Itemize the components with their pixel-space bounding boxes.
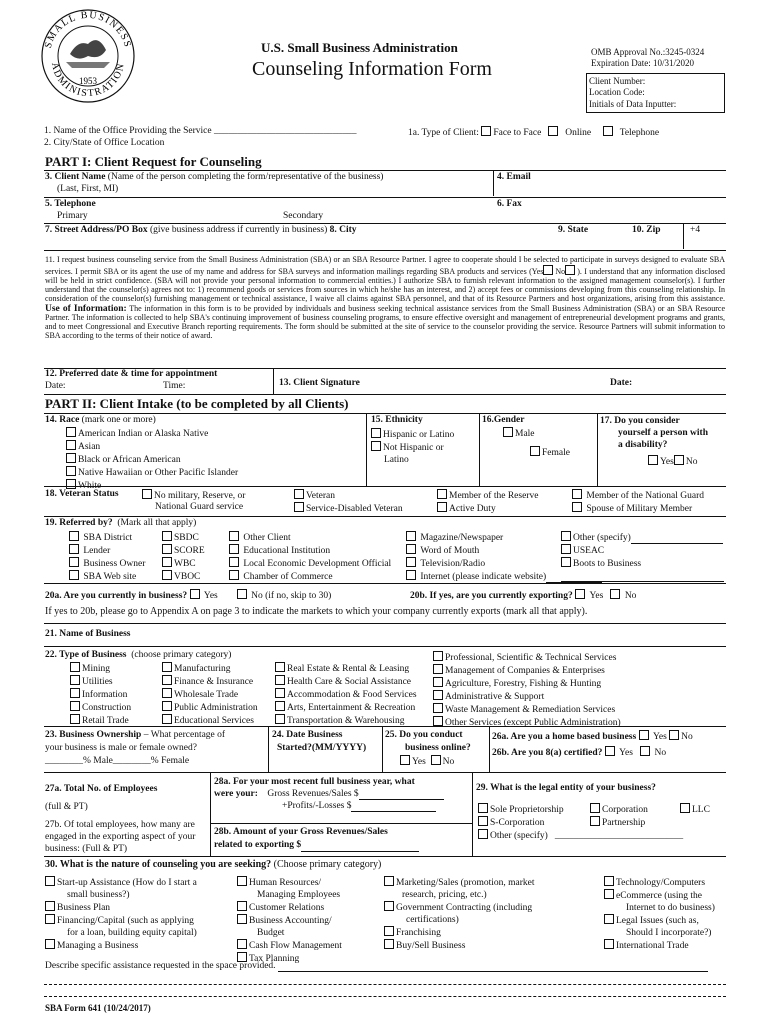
counseling-col4: Technology/Computers eCommerce (using the Internet to do business) Legal Issues (such as, Should I incorporate?) International Trade [604,876,715,952]
ownership-field[interactable]: 23. Business Ownership – What percentage of your business is male or female owned? ________% Male________% Female [45,730,226,766]
omb-info [591,47,704,70]
counseling-checkbox[interactable] [45,914,55,924]
biz-type-checkbox[interactable] [433,703,443,713]
veteran-label: 18. Veteran Status [45,489,119,499]
referral-checkbox[interactable] [69,531,79,541]
not-hispanic-checkbox[interactable] [371,441,381,451]
counseling-checkbox[interactable] [604,889,614,899]
biz-type-checkbox[interactable] [70,701,80,711]
counseling-checkbox[interactable] [604,939,614,949]
referral-checkbox[interactable] [69,544,79,554]
counseling-checkbox[interactable] [237,914,247,924]
client-number-label: Client Number: [589,76,646,86]
reserve-checkbox[interactable] [437,489,447,499]
counseling-col1: Start-up Assistance (How do I start a small business?) Business Plan Financing/Capital (such as applying for a loan, building equity capital) Managing a Business [45,876,197,952]
vet-spouse-option: Spouse of Military Member [572,502,692,515]
referral-checkbox[interactable] [406,557,416,567]
service-disabled-checkbox[interactable] [294,502,304,512]
form-title: Counseling Information Form [252,58,492,80]
biz-type-checkbox[interactable] [162,662,172,672]
revenue-field[interactable]: 28a. For your most recent full business year, what were your: Gross Revenues/Sales $ +Profits/-Losses $ [214,776,444,812]
disability-options: Yes No [648,455,697,468]
8a-certified-field: 26b. Are you 8(a) certified? Yes No [492,748,667,758]
counseling-col2: Human Resources/ Managing Employees Customer Relations Business Accounting/ Budget Cash Flow Management Tax Planning [237,876,342,965]
referral-checkbox[interactable] [162,531,172,541]
biz-type-col2: Manufacturing Finance & Insurance Wholesale Trade Public Administration Educational Services [162,662,258,727]
biz-type-checkbox[interactable] [162,675,172,685]
race-options: American Indian or Alaska Native Asian Black or African American Native Hawaiian or Other Pacific Islander White [66,427,238,492]
exporting-note: If yes to 20b, please go to Appendix A on page 3 to indicate the markets to which your company currently exports (mark all that apply). [45,606,588,617]
office-use-box[interactable] [586,73,725,113]
secondary-label: Secondary [283,211,324,221]
disability-no-checkbox[interactable] [674,455,684,465]
home-no-checkbox[interactable] [669,730,679,740]
referral-checkbox[interactable] [406,544,416,554]
biz-type-checkbox[interactable] [70,688,80,698]
biz-type-checkbox[interactable] [433,690,443,700]
counseling-checkbox[interactable] [45,939,55,949]
disability-label: 17. Do you consider yourself a person with a disability? [600,416,708,450]
partnership-checkbox[interactable] [590,816,600,826]
office-name-field[interactable]: 1. Name of the Office Providing the Service ______________________________ [44,126,357,136]
face-to-face-checkbox[interactable] [481,126,491,136]
appointment-label: 12. Preferred date & time for appointment [45,369,218,379]
online-business-field: 25. Do you conduct business online? Yes No [385,730,471,767]
signature-date[interactable]: Date: [610,378,633,388]
vet-active-option: Active Duty [437,502,496,515]
referral-col5: Other (specify) USEAC Boots to Business [561,531,724,582]
date-started-field[interactable]: 24. Date Business Started?(MM/YYYY) [272,730,367,753]
female-checkbox[interactable] [530,446,540,456]
ethnicity-options: Hispanic or Latino Not Hispanic or Latino [371,428,454,466]
home-based-field: 26a. Are you a home based business Yes No [492,732,693,742]
gender-label: 16.Gender [482,415,525,425]
online-no-checkbox[interactable] [431,755,441,765]
initials-label: Initials of Data Inputter: [589,98,677,109]
online-checkbox[interactable] [548,126,558,136]
disability-yes-checkbox[interactable] [648,455,658,465]
counseling-checkbox[interactable] [384,926,394,936]
telephone-field[interactable]: 5. Telephone [45,199,96,209]
telephone-checkbox[interactable] [603,126,613,136]
counseling-checkbox[interactable] [237,901,247,911]
sole-prop-checkbox[interactable] [478,803,488,813]
agency-title: U.S. Small Business Administration [261,40,458,55]
svg-text:SMALL BUSINESS [43,10,133,50]
llc-checkbox[interactable] [680,803,690,813]
counseling-nature-label: 30. What is the nature of counseling you are seeking? (Choose primary category) [45,859,382,870]
race-checkbox[interactable] [66,427,76,437]
referral-checkbox[interactable] [69,557,79,567]
referral-checkbox[interactable] [229,557,239,567]
counseling-checkbox[interactable] [45,876,55,886]
vet-no-checkbox[interactable] [142,489,152,499]
referral-checkbox[interactable] [406,570,416,580]
referral-other-checkbox[interactable] [561,531,571,541]
biz-type-col4: Professional, Scientific & Technical Services Management of Companies & Enterprises Agriculture, Forestry, Fishing & Hunting Administrative & Support Waste Management & Remediation Services Other Services (except Public Administration) [433,651,621,729]
biz-type-checkbox[interactable] [275,701,285,711]
online-yes-checkbox[interactable] [400,755,410,765]
export-revenue-field[interactable]: 28b. Amount of your Gross Revenues/Sales related to exporting $ [214,826,419,852]
legal-entity-label: 29. What is the legal entity of your business? [476,783,656,793]
corporation-checkbox[interactable] [590,803,600,813]
referral-col2: SBDC SCORE WBC VBOC [162,531,205,583]
veteran-checkbox[interactable] [294,489,304,499]
biz-type-checkbox[interactable] [275,688,285,698]
exporting-no-checkbox[interactable] [610,589,620,599]
exporting-question: 20b. If yes, are you currently exporting? Yes No [410,591,637,601]
vet-no-option-2: National Guard service [155,502,244,512]
client-name-sub: (Last, First, MI) [57,184,119,194]
home-yes-checkbox[interactable] [639,730,649,740]
vet-option: Veteran [294,489,335,502]
business-type-label: 22. Type of Business (choose primary category) [45,650,232,660]
part2-title: PART II: Client Intake (to be completed by all Clients) [45,396,349,411]
vet-sd-option: Service-Disabled Veteran [294,502,403,515]
consent-paragraph: 11. I request business counseling service from the Small Business Administration (SBA) or an SBA Resource Partner. I agree to cooperate should I be selected to participate in surveys designed to evaluate SBA services. I permit SBA or its agent the use of my name and address for SBA surveys and information mailings regarding SBA products and services (Yes No ). I understand that any information disclosed will be held in strict confidence. (SBA will not provide your personal information to commercial entities.) I authorize SBA to furnish relevant information to the assigned management counselor(s). I further understand that the counselor(s) agrees not to: 1) recommend goods or services from sources in which he/she has an interest, and 2) accept fees or commissions developing from this counseling relationship. In consideration of the counselor(s) furnishing management or technical assistance, I waive all claims against SBA personnel, and that of its Resource Partners and host organizations, arising from this assistance. Use of Information: The information in this form is to be provided by individuals and business seeking technical assistance services from the Small Business Administration (SBA) or an SBA Resource Partner. The information is collected to help SBA's continuing improvement of business counseling programs, to ensure effective oversight and management of entrepreneurial development programs and grants, and to meet Congressional and Executive Branch reporting requirements. The form should be submitted at the site of service to the counselor providing the service. Resource Partners will submit information to SBA according to the terms of their notice of award. [45,255,725,341]
referral-checkbox[interactable] [229,531,239,541]
referral-checkbox[interactable] [69,570,79,580]
referral-checkbox[interactable] [162,557,172,567]
counseling-checkbox[interactable] [237,876,247,886]
biz-type-checkbox[interactable] [70,662,80,672]
vet-reserve-option: Member of the Reserve [437,489,538,502]
vet-ng-option: Member of the National Guard [572,489,704,502]
active-duty-checkbox[interactable] [437,502,447,512]
biz-type-checkbox[interactable] [433,716,443,726]
part1-title: PART I: Client Request for Counseling [45,154,262,169]
consent-no-checkbox[interactable] [565,265,575,275]
appt-date[interactable]: Date: [45,381,66,391]
referral-checkbox[interactable] [162,570,172,580]
biz-type-checkbox[interactable] [162,714,172,724]
biz-type-checkbox[interactable] [433,664,443,674]
client-name-field[interactable]: 3. Client Name (Name of the person completing the form/representative of the business) [45,172,384,182]
referral-boots-checkbox[interactable] [561,557,571,567]
ethnicity-label: 15. Ethnicity [371,415,423,425]
biz-type-checkbox[interactable] [433,651,443,661]
address-field[interactable]: 7. Street Address/PO Box (give business address if currently in business) 8. City [45,225,357,235]
vet-no-option: No military, Reserve, or [142,489,245,502]
counseling-checkbox[interactable] [384,876,394,886]
in-business-question: 20a. Are you currently in business? Yes No (if no, skip to 30) [45,591,332,601]
business-name-field[interactable]: 21. Name of Business [45,629,131,639]
zip-field[interactable]: 10. Zip [632,225,661,235]
client-signature[interactable]: 13. Client Signature [279,378,360,388]
counseling-checkbox[interactable] [604,914,614,924]
referral-col4: Magazine/Newspaper Word of Mouth Television/Radio Internet (please indicate website) [406,531,602,583]
employees-field[interactable]: 27a. Total No. of Employees (full & PT) 27b. Of total employees, how many are engaged in the exporting aspect of your business: (Full & PT) [45,784,196,854]
exporting-yes-checkbox[interactable] [575,589,585,599]
biz-type-checkbox[interactable] [275,675,285,685]
zip-plus4[interactable]: +4 [690,225,701,235]
state-field[interactable]: 9. State [558,225,589,235]
8a-no-checkbox[interactable] [640,746,650,756]
biz-type-checkbox[interactable] [162,701,172,711]
counseling-checkbox[interactable] [604,876,614,886]
email-field[interactable]: 4. Email [497,172,531,182]
counseling-checkbox[interactable] [45,901,55,911]
seal-bottom-text: ADMINISTRATION [48,61,128,100]
biz-type-col3: Real Estate & Rental & Leasing Health Care & Social Assistance Accommodation & Food Services Arts, Entertainment & Recreation Transportation & Warehousing [275,662,417,727]
biz-type-checkbox[interactable] [70,714,80,724]
referral-checkbox[interactable] [229,544,239,554]
spouse-checkbox[interactable] [572,502,582,512]
location-code-label: Location Code: [589,87,645,98]
referral-checkbox[interactable] [229,570,239,580]
consent-yes-checkbox[interactable] [543,265,553,275]
in-business-no-checkbox[interactable] [237,589,247,599]
biz-type-col1: Mining Utilities Information Construction Retail Trade [70,662,131,727]
referral-checkbox[interactable] [162,544,172,554]
referral-checkbox[interactable] [406,531,416,541]
race-checkbox[interactable] [66,453,76,463]
expiration-date: Expiration Date: 10/31/2020 [591,58,694,69]
client-type-field: 1a. Type of Client: Face to Face Online Telephone [408,128,660,138]
hispanic-checkbox[interactable] [371,428,381,438]
referral-useac-checkbox[interactable] [561,544,571,554]
race-checkbox[interactable] [66,466,76,476]
female-option: Female [530,446,570,459]
appt-time[interactable]: Time: [163,381,186,391]
8a-yes-checkbox[interactable] [605,746,615,756]
sba-seal-logo [40,8,136,104]
legal-entity-options: Sole Proprietorship S-Corporation Other (specify) ___________________________ [478,803,683,842]
counseling-checkbox[interactable] [384,901,394,911]
primary-label: Primary [57,211,88,221]
in-business-yes-checkbox[interactable] [190,589,200,599]
male-checkbox[interactable] [503,427,513,437]
seal-year: 1953 [79,76,97,86]
biz-type-checkbox[interactable] [70,675,80,685]
referral-col3: Other Client Educational Institution Local Economic Development Official Chamber of Commerce [229,531,391,583]
male-option: Male [503,427,535,440]
race-checkbox[interactable] [66,479,76,489]
fax-field[interactable]: 6. Fax [497,199,522,209]
biz-type-checkbox[interactable] [433,677,443,687]
national-guard-checkbox[interactable] [572,489,582,499]
referral-col1: SBA District Lender Business Owner SBA Web site [69,531,145,583]
race-label: 14. Race (mark one or more) [45,415,156,425]
describe-assistance-field[interactable]: Describe specific assistance requested in the space provided. [45,961,708,972]
legal-entity-options-2: Corporation Partnership [590,803,648,829]
counseling-col3: Marketing/Sales (promotion, market research, pricing, etc.) Government Contracting (including certifications) Franchising Buy/Sell Business [384,876,535,952]
race-checkbox[interactable] [66,440,76,450]
biz-type-checkbox[interactable] [162,688,172,698]
biz-type-checkbox[interactable] [275,714,285,724]
llc-option: LLC [680,803,710,816]
entity-other-checkbox[interactable] [478,829,488,839]
form-number: SBA Form 641 (10/24/2017) [45,1003,151,1013]
counseling-checkbox[interactable] [237,939,247,949]
seal-top-text: SMALL BUSINESS [42,9,134,50]
biz-type-checkbox[interactable] [275,662,285,672]
referred-label: 19. Referred by? (Mark all that apply) [45,518,197,528]
omb-approval: OMB Approval No.:3245-0324 [591,47,705,57]
counseling-checkbox[interactable] [384,939,394,949]
city-state-field[interactable]: 2. City/State of Office Location [44,138,165,148]
s-corp-checkbox[interactable] [478,816,488,826]
